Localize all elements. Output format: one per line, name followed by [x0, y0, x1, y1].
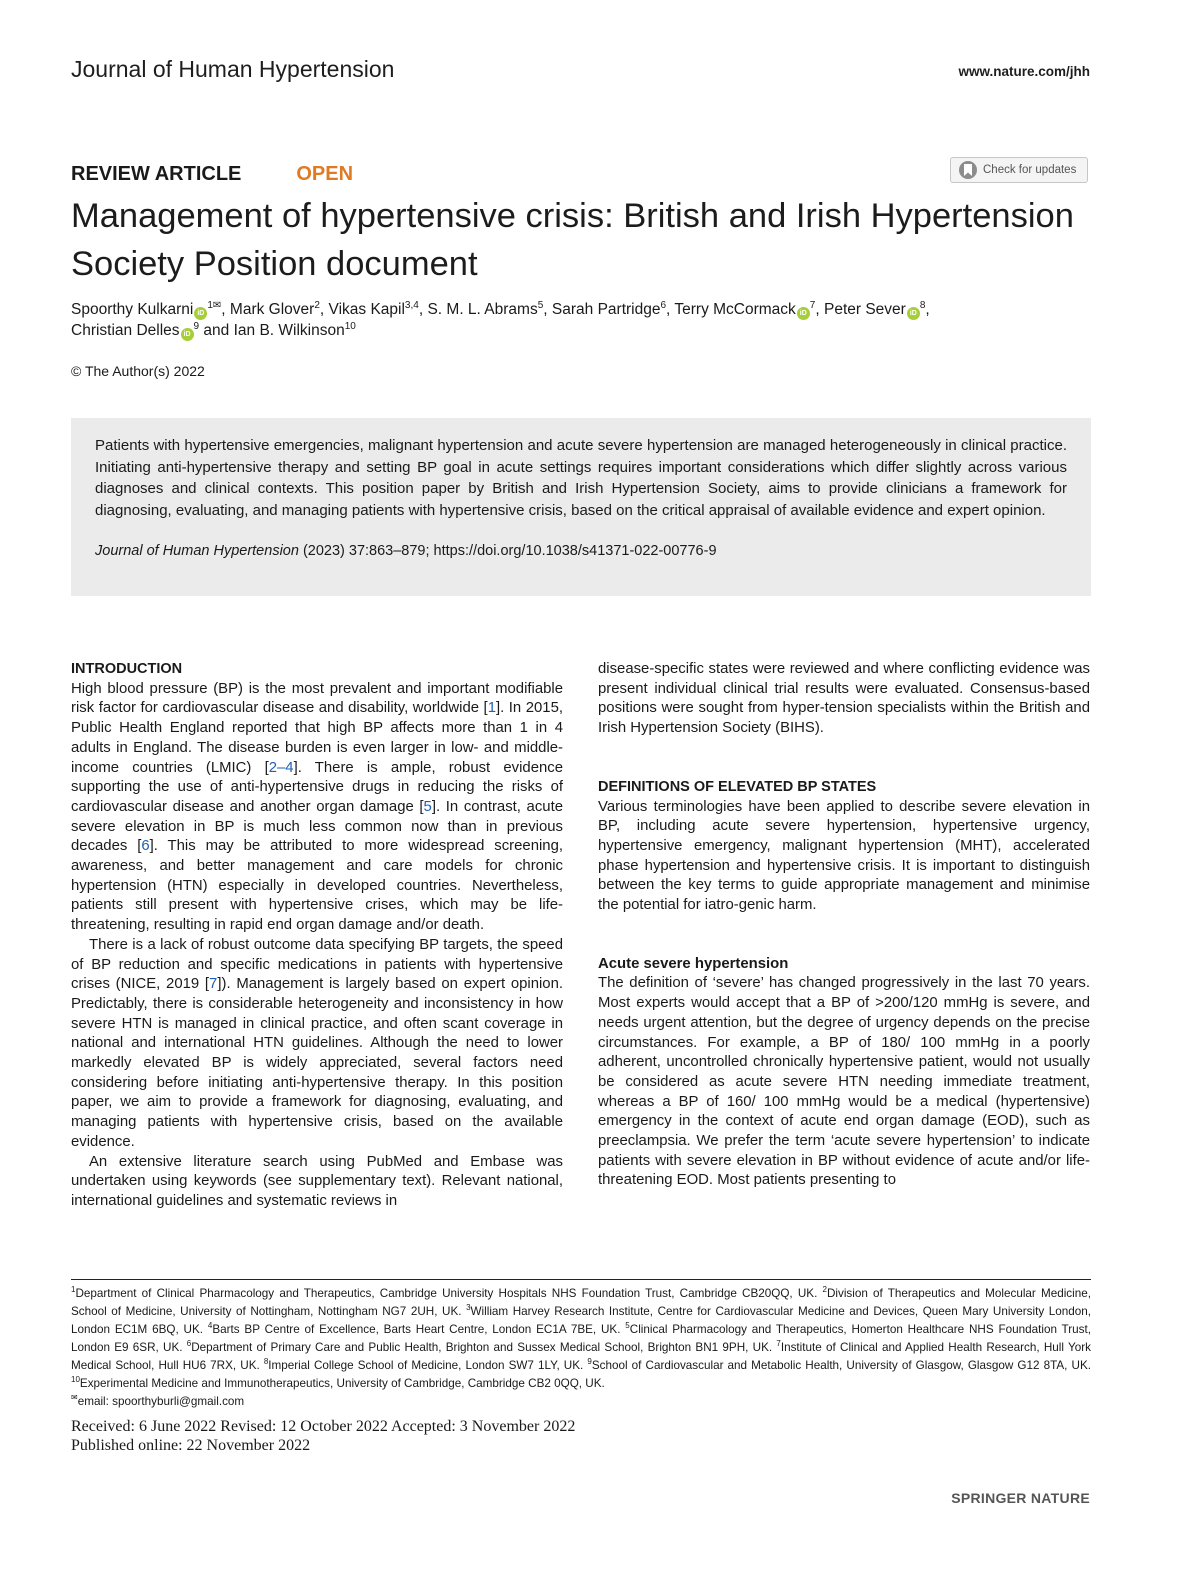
intro-paragraph-1: High blood pressure (BP) is the most prevalent and important modifiable risk factor for cardiovascular disease and disability, worldwide [1]. In 2015, Public Health England reported that high BP affects more than 1 in 4 adults in England. The disease burden is even larger in low- and middle-income countries (LMIC) [2–4]. There is ample, robust evidence supporting the use of anti-hypertensive drugs in reducing the risks of cardiovascular disease and another organ damage [5]. In contrast, acute severe elevation in BP is much less common now than in previous decades [6]. This may be attributed to more widespread screening, awareness, and better management and care models for chronic hypertension (HTN) especially in developed countries. Nevertheless, patients still present with hypertensive crises, which may be life-threatening, resulting in rapid end organ damage and/or death.	[71, 680, 564, 934]
open-access-label: OPEN	[296, 163, 354, 185]
citation	[95, 541, 1067, 563]
intro-paragraph-2: There is a lack of robust outcome data specifying BP targets, the speed of BP reduction and specific medications in patients with hypertensive crises (NICE, 2019 [7]). Management is largely based on expert opinion. Predictably, there is considerable heterogeneity and inconsistency in how severe HTN is managed in clinical practice, and often scant coverage in national and international HTN guidelines. Although the need to lower markedly elevated BP is widely appreciated, several factors need considering before initiating anti-hypertensive therapy. In this position paper, we aim to provide a framework for diagnosing, evaluating, and managing patients with hypertensive crisis, based on the available evidence.	[71, 936, 563, 1150]
acute-severe-paragraph: The definition of ‘severe’ has changed progressively in the last 70 years. Most experts would accept that a BP of >200/120 mmHg is severe, and needs urgent attention, but the degree of urgency depends on the precise circumstances. For example, a BP of 180/ 100 mmHg in a poorly adherent, uncontrolled chronically hypertensive patient, would not usually be considered as acute severe HTN needing immediate treatment, whereas a BP of 160/ 100 mmHg would be a medical (hypertensive) emergency in the context of acute end organ damage (EOD), such as preeclampsia. We prefer the term ‘acute severe hypertension’ to indicate patients with severe elevation in BP without evidence of acute and/or life-threatening EOD. Most patients presenting to	[598, 975, 1090, 1189]
affiliation-number: 7	[776, 1339, 781, 1349]
affiliation-text: Barts BP Centre of Excellence, Barts Heart Centre, London EC1A 7BE, UK.	[212, 1323, 626, 1336]
reference-link[interactable]: 6	[141, 838, 150, 855]
email-icon: ✉	[71, 1393, 78, 1403]
methods-paragraph: disease-specific states were reviewed and where conflicting evidence was present individual clinical trial results were evaluated. Consensus-based positions were sought from hyper-tension specialists within the British and Irish Hypertension Society (BIHS).	[598, 661, 1090, 737]
author-affiliation-number: 10	[344, 320, 356, 332]
reference-link[interactable]: 5	[423, 798, 432, 815]
orcid-icon[interactable]: iD	[194, 307, 207, 320]
section-heading-definitions: DEFINITIONS OF ELEVATED BP STATES	[598, 778, 877, 795]
affiliation-text: School of Cardiovascular and Metabolic Health, University of Glasgow, Glasgow G12 8TA, UK.	[591, 1359, 1091, 1372]
citation-details: (2023) 37:863–879; https://doi.org/10.1038/s41371-022-00776-9	[298, 543, 717, 560]
affiliation-text: Department of Primary Care and Public Health, Brighton and Sussex Medical School, Brighton BN1 9PH, UK.	[191, 1341, 777, 1354]
affiliation-text: Division of Therapeutics and Molecular Medicine, School of Medicine, University of Nottingham, Nottingham NG7 2UH, UK.	[71, 1287, 1091, 1318]
affiliation-number: 1	[71, 1285, 76, 1295]
abstract-box	[71, 418, 1091, 596]
journal-name: Journal of Human Hypertension	[71, 56, 395, 82]
author-affiliation-number: 7	[809, 299, 816, 311]
dates-line-1: Received: 6 June 2022 Revised: 12 October 2022 Accepted: 3 November 2022	[71, 1418, 576, 1435]
reference-link[interactable]: 7	[209, 976, 218, 993]
author-affiliation-number: 9	[193, 320, 200, 332]
affiliation-number: 3	[466, 1303, 471, 1313]
author-name[interactable]: Ian B. Wilkinson	[233, 322, 345, 339]
definitions-paragraph: Various terminologies have been applied to describe severe elevation in BP, including acute severe hypertension, hypertensive urgency, hypertensive emergency, malignant hypertension (MHT), accelerated phase hypertension and hypertensive crisis. It is important to distinguish between the key terms to guide appropriate management and minimise the potential for iatro-genic harm.	[598, 798, 1090, 914]
left-column	[71, 660, 563, 1212]
author-list: Spoorthy Kulkarni $iD^{1✉}$, Mark Glover$^2$, Vikas Kapil$^{3,4}$, S. M. L. Abrams$^5$, Sarah Partridge$^6$, Terry McCormack $iD^7$, Peter Sever $iD^8$, Christian Delles $iD^9$ and Ian B. Wilkinson$^{10}$	[71, 299, 930, 339]
author-name[interactable]: Terry McCormack	[674, 301, 796, 318]
affiliation-text: Experimental Medicine and Immunotherapeutics, University of Cambridge, Cambridge CB2 0QQ, UK.	[79, 1377, 605, 1390]
publisher-logo: SPRINGER NATURE	[951, 1490, 1090, 1506]
right-column	[598, 660, 1090, 1191]
affiliation-number: 8	[263, 1357, 269, 1367]
author-name[interactable]: Mark Glover	[229, 301, 315, 318]
copyright: © The Author(s) 2022	[71, 363, 205, 379]
reference-link[interactable]: 2–4	[268, 759, 294, 776]
author-name[interactable]: Vikas Kapil	[328, 301, 405, 318]
publication-dates	[71, 1418, 575, 1455]
abstract-text: Patients with hypertensive emergencies, malignant hypertension and acute severe hypertension are managed heterogeneously in clinical practice. Initiating anti-hypertensive therapy and setting BP goal in acute settings requires important considerations which differ slightly across various diagnoses and clinical contexts. This position paper by British and Irish Hypertension Society, aims to provide clinicians a framework for diagnosing, evaluating, and managing patients with hypertensive crisis, based on the critical appraisal of available evidence and expert opinion.	[95, 437, 1067, 519]
check-for-updates-button[interactable]	[950, 157, 1088, 183]
affiliation-text: Department of Clinical Pharmacology and Therapeutics, Cambridge University Hospitals NHS Foundation Trust, Cambridge CB20QQ, UK.	[75, 1287, 823, 1300]
journal-url-link[interactable]: www.nature.com/jhh	[958, 64, 1090, 79]
author-name[interactable]: S. M. L. Abrams	[427, 301, 538, 318]
author-affiliation-number: 8	[919, 299, 926, 311]
affiliation-text: Clinical Pharmacology and Therapeutics, Homerton Healthcare NHS Foundation Trust, London E9 6SR, UK.	[71, 1323, 1091, 1354]
affiliations	[71, 1285, 1091, 1411]
author-affiliation-number: 3,4	[404, 299, 419, 311]
article-type: REVIEW ARTICLE	[71, 163, 242, 185]
author-affiliation-number: 5	[537, 299, 544, 311]
affiliation-number: 9	[587, 1357, 592, 1367]
intro-paragraph-3: An extensive literature search using PubMed and Embase was undertaken using keywords (see supplementary text). Relevant national, international guidelines and systematic reviews in	[71, 1153, 563, 1209]
orcid-icon[interactable]: iD	[907, 307, 920, 320]
article-title: Management of hypertensive crisis: British and Irish Hypertension Society Position document	[71, 197, 1074, 283]
affiliation-number: 6	[186, 1339, 192, 1349]
dates-line-2: Published online: 22 November 2022	[71, 1436, 311, 1454]
check-for-updates-label: Check for updates	[983, 164, 1077, 176]
author-name[interactable]: Sarah Partridge	[551, 301, 661, 318]
corresponding-email[interactable]: email: spoorthyburli@gmail.com	[77, 1395, 245, 1408]
affiliation-text: Imperial College School of Medicine, London SW7 1LY, UK.	[268, 1359, 588, 1372]
orcid-icon[interactable]: iD	[797, 307, 810, 320]
subsection-heading-acute-severe: Acute severe hypertension	[598, 955, 789, 972]
affiliation-number: 10	[71, 1375, 80, 1385]
author-name[interactable]: Christian Delles	[71, 322, 180, 339]
author-name[interactable]: Peter Sever	[823, 301, 906, 318]
author-affiliation-number: 1✉	[207, 299, 222, 311]
affiliation-number: 5	[625, 1321, 630, 1331]
affiliation-text: Institute of Clinical and Applied Health Research, Hull York Medical School, Hull HU6 7RX, UK.	[71, 1341, 1091, 1372]
footnote-divider	[71, 1279, 1091, 1280]
affiliation-number: 2	[822, 1285, 827, 1295]
affiliation-text: William Harvey Research Institute, Centre for Cardiovascular Medicine and Devices, Queen Mary University London, London EC1M 6BQ, UK.	[71, 1305, 1092, 1336]
author-affiliation-number: 6	[660, 299, 667, 311]
bookmark-icon	[959, 161, 977, 179]
orcid-icon[interactable]: iD	[181, 328, 194, 341]
author-name[interactable]: Spoorthy Kulkarni	[71, 301, 194, 318]
author-affiliation-number: 2	[314, 299, 320, 311]
section-heading-introduction: INTRODUCTION	[71, 661, 183, 677]
citation-journal: Journal of Human Hypertension	[95, 543, 299, 560]
reference-link[interactable]: 1	[487, 700, 496, 717]
article-type-row	[71, 163, 353, 186]
affiliation-number: 4	[207, 1321, 213, 1331]
